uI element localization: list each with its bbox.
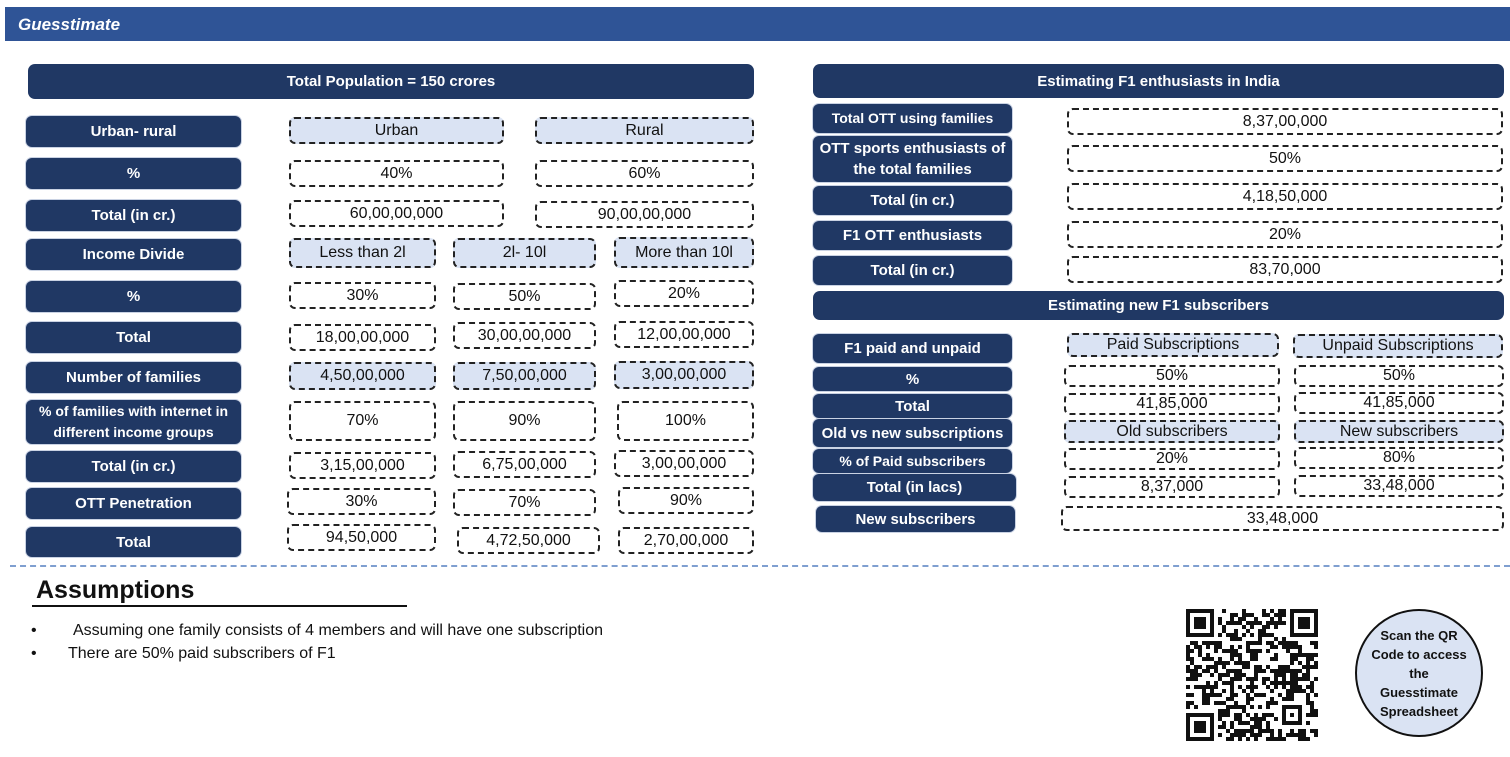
row-label: OTT Penetration	[28, 490, 239, 517]
value-cell: 18,00,00,000	[289, 324, 436, 351]
value-cell: Paid Subscriptions	[1067, 333, 1279, 357]
value-cell: 70%	[289, 401, 436, 441]
row-label: Total	[28, 324, 239, 351]
value-cell: 8,37,00,000	[1067, 108, 1503, 135]
value-cell: 90,00,00,000	[535, 201, 754, 228]
assumption-text: There are 50% paid subscribers of F1	[68, 645, 336, 662]
value-cell: 40%	[289, 160, 504, 187]
value-cell: 2l- 10l	[453, 238, 596, 268]
row-label: Total (in cr.)	[815, 258, 1010, 283]
title-bar	[5, 7, 1510, 41]
value-cell: 94,50,000	[287, 524, 436, 551]
value-cell: 100%	[617, 401, 754, 441]
page-title: Guesstimate	[18, 15, 121, 34]
value-cell: 6,75,00,000	[453, 451, 596, 478]
value-cell: Rural	[535, 117, 754, 144]
value-cell: 33,48,000	[1294, 475, 1504, 497]
row-label: OTT sports enthusiasts of the total families	[815, 138, 1010, 180]
right-header-enthusiasts: Estimating F1 enthusiasts in India	[813, 64, 1504, 98]
value-cell: 60%	[535, 160, 754, 187]
value-cell: 41,85,000	[1064, 393, 1280, 415]
row-label: New subscribers	[818, 508, 1013, 530]
value-cell: 4,18,50,000	[1067, 183, 1503, 210]
section-divider	[10, 565, 1510, 567]
qr-code-icon[interactable]	[1186, 609, 1318, 741]
assumption-text: Assuming one family consists of 4 members and will have one subscription	[73, 622, 604, 639]
row-label: Total (in cr.)	[815, 188, 1010, 213]
row-label: % of Paid subscribers	[815, 451, 1010, 471]
value-cell: 70%	[453, 489, 596, 516]
row-label: F1 paid and unpaid	[815, 336, 1010, 361]
row-label: %	[28, 160, 239, 187]
value-cell: 60,00,00,000	[289, 200, 504, 227]
value-cell: 3,15,00,000	[289, 452, 436, 479]
value-cell: 8,37,000	[1064, 476, 1280, 498]
value-cell: 12,00,00,000	[614, 321, 754, 348]
value-cell: 80%	[1294, 447, 1504, 469]
value-cell: Old subscribers	[1064, 420, 1280, 443]
value-cell: 50%	[453, 283, 596, 310]
value-cell: 3,00,00,000	[614, 450, 754, 477]
row-label: Total	[28, 529, 239, 555]
row-label: Total (in lacs)	[815, 476, 1014, 499]
row-label: F1 OTT enthusiasts	[815, 223, 1010, 248]
value-cell: 20%	[614, 280, 754, 307]
row-label: %	[28, 283, 239, 310]
value-cell: 3,00,00,000	[614, 361, 754, 389]
value-cell: Unpaid Subscriptions	[1293, 334, 1503, 358]
value-cell: 83,70,000	[1067, 256, 1503, 283]
right-header-subscribers: Estimating new F1 subscribers	[813, 291, 1504, 320]
value-cell: 90%	[453, 401, 596, 441]
bullet-icon: •	[31, 622, 37, 639]
value-cell: New subscribers	[1294, 420, 1504, 443]
row-label: Income Divide	[28, 241, 239, 268]
value-cell: 30%	[287, 488, 436, 515]
value-cell: 50%	[1064, 365, 1280, 387]
row-label: Total	[815, 396, 1010, 416]
assumptions-title: Assumptions	[36, 576, 195, 604]
value-cell: 4,72,50,000	[457, 527, 600, 554]
row-label: % of families with internet in different income groups	[28, 402, 239, 442]
value-cell: 90%	[618, 487, 754, 514]
value-cell: 20%	[1067, 221, 1503, 248]
row-label: Old vs new subscriptions	[815, 421, 1010, 445]
row-label: %	[815, 369, 1010, 389]
value-cell: 50%	[1067, 145, 1503, 172]
left-header: Total Population = 150 crores	[28, 64, 754, 99]
value-cell: 7,50,00,000	[453, 362, 596, 390]
value-cell: Urban	[289, 117, 504, 144]
row-label: Number of families	[28, 364, 239, 391]
row-label: Urban- rural	[28, 118, 239, 145]
row-label: Total (in cr.)	[28, 453, 239, 480]
value-cell: 50%	[1294, 365, 1504, 387]
value-cell: More than 10l	[614, 237, 754, 268]
bullet-icon: •	[31, 645, 37, 662]
value-cell: 2,70,00,000	[618, 527, 754, 554]
value-cell: 30%	[289, 282, 436, 309]
value-cell: Less than 2l	[289, 238, 436, 268]
assumptions-underline	[32, 605, 407, 607]
row-label: Total (in cr.)	[28, 202, 239, 229]
value-cell: 20%	[1064, 448, 1280, 470]
value-cell: 33,48,000	[1061, 506, 1504, 531]
value-cell: 41,85,000	[1294, 392, 1504, 414]
qr-caption-text: Scan the QR Code to access the Guesstimate Spreadsheet	[1371, 627, 1467, 719]
row-label: Total OTT using families	[815, 106, 1010, 131]
qr-caption-badge	[1355, 609, 1483, 737]
value-cell: 30,00,00,000	[453, 322, 596, 349]
value-cell: 4,50,00,000	[289, 362, 436, 390]
